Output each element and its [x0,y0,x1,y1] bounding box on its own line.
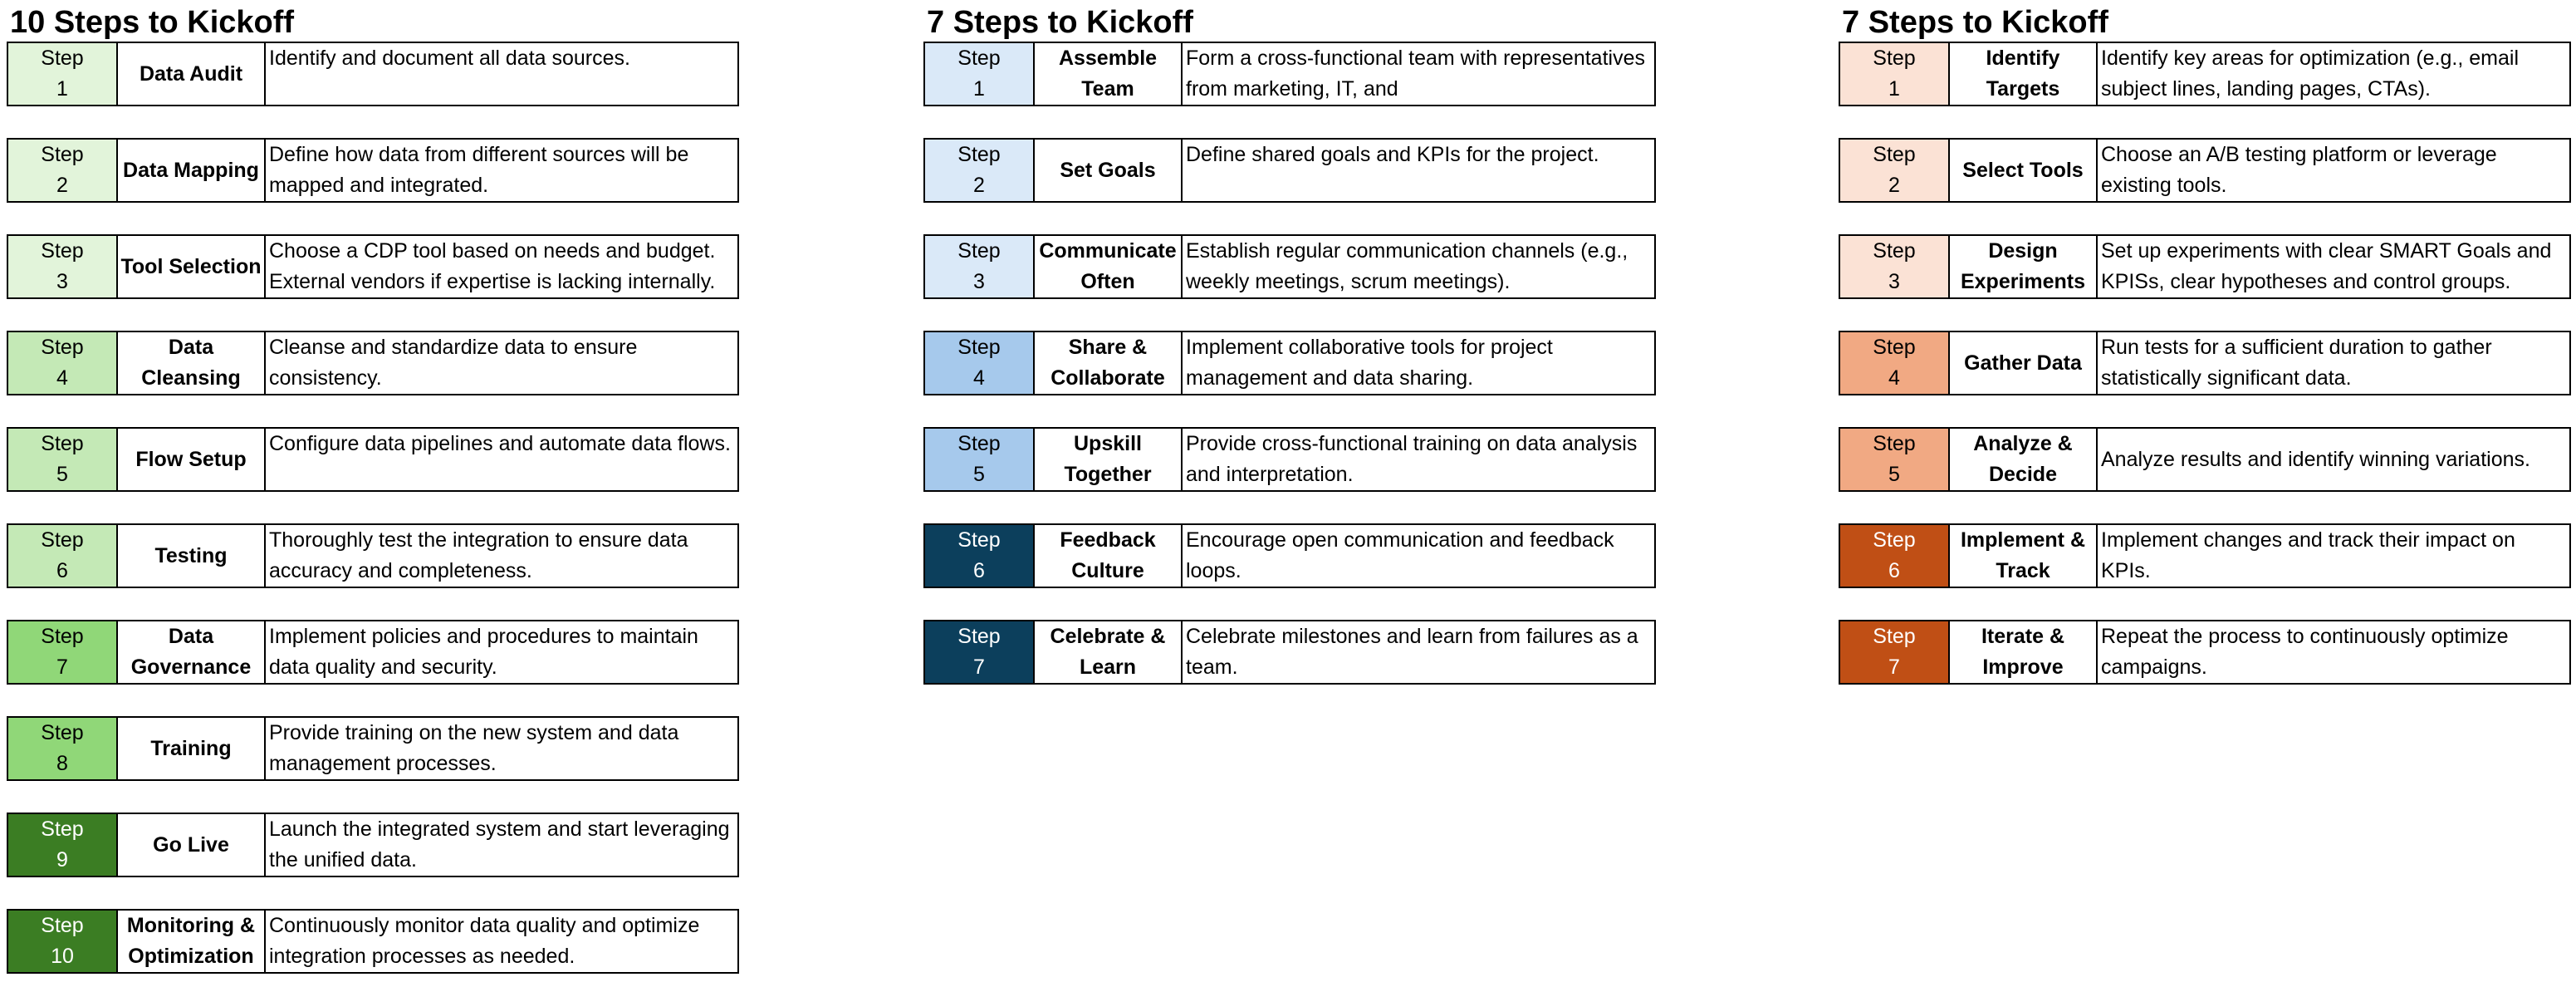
step-name: Set Goals [1060,158,1156,182]
step-name: Communicate Often [1039,239,1177,293]
step-description-cell [2098,236,2569,297]
step-name: Data Cleansing [141,336,241,390]
step-number: 7 [56,655,68,679]
step-name-cell [1035,140,1183,201]
step-row [923,427,1656,492]
step-description: Encourage open communication and feedback loops. [1186,528,1614,582]
column-title: 7 Steps to Kickoff [1842,5,2108,40]
step-row [7,620,739,685]
step-description-cell [266,140,737,201]
step-label: Step [1873,47,1916,70]
step-row [1839,234,2571,299]
step-description-cell [1183,236,1654,297]
step-description-cell [266,621,737,683]
step-number: 5 [973,463,985,486]
step-number: 1 [56,77,68,101]
step-name-cell [1950,140,2098,201]
step-name-cell [1950,43,2098,105]
step-number-cell [8,429,118,490]
step-name-cell [1035,429,1183,490]
step-number-cell [8,236,118,297]
step-number: 1 [1888,77,1900,101]
step-description-cell [2098,525,2569,587]
step-name: Iterate & Improve [1981,625,2065,679]
step-label: Step [41,528,84,552]
step-row [923,620,1656,685]
step-name: Share & Collaborate [1050,336,1165,390]
step-label: Step [957,47,1001,70]
step-number: 1 [973,77,985,101]
step-row [1839,42,2571,106]
step-row [923,234,1656,299]
step-name: Flow Setup [135,447,247,471]
step-description-cell [2098,43,2569,105]
step-number: 7 [1888,655,1900,679]
step-label: Step [1873,336,1916,359]
step-description: Define shared goals and KPIs for the project. [1186,143,1599,166]
step-name: Data Audit [139,61,243,86]
step-description-cell [266,718,737,779]
step-description: Provide training on the new system and data management processes. [269,721,679,775]
step-number-cell [8,332,118,394]
step-name: Implement & Track [1960,528,2086,582]
step-name-cell [118,621,266,683]
step-name-cell [118,814,266,876]
step-description: Define how data from different sources will be mapped and integrated. [269,143,689,197]
step-number-cell [925,332,1035,394]
step-number-cell [1840,332,1950,394]
step-name-cell [118,911,266,972]
step-label: Step [1873,432,1916,455]
step-number: 7 [973,655,985,679]
step-description: Establish regular communication channels (e.g., weekly meetings, scrum meetings). [1186,239,1628,293]
step-row [1839,138,2571,203]
step-number: 3 [973,270,985,293]
step-description: Implement changes and track their impact on KPIs. [2101,528,2515,582]
step-label: Step [41,336,84,359]
step-row [923,331,1656,395]
step-description-cell [266,236,737,297]
step-number: 5 [56,463,68,486]
step-label: Step [41,143,84,166]
step-row [7,523,739,588]
step-label: Step [957,528,1001,552]
step-description-cell [2098,429,2569,490]
step-label: Step [957,336,1001,359]
step-number-cell [1840,429,1950,490]
step-name: Training [150,736,232,760]
step-label: Step [957,239,1001,263]
column-title: 7 Steps to Kickoff [927,5,1193,40]
step-description-cell [1183,525,1654,587]
step-row [7,234,739,299]
step-description-cell [2098,621,2569,683]
step-row [7,813,739,877]
step-number-cell [925,621,1035,683]
step-description-cell [266,429,737,490]
step-label: Step [957,143,1001,166]
step-number: 6 [56,559,68,582]
step-name: Analyze & Decide [1973,432,2073,486]
step-number-cell [925,140,1035,201]
step-description-cell [266,332,737,394]
step-name: Celebrate & Learn [1050,625,1166,679]
step-description-cell [1183,621,1654,683]
step-label: Step [41,914,84,937]
step-label: Step [41,818,84,841]
step-description-cell [266,911,737,972]
step-number-cell [8,140,118,201]
step-number-cell [8,814,118,876]
step-number-cell [1840,236,1950,297]
step-number: 2 [56,174,68,197]
step-name-cell [118,429,266,490]
step-number-cell [1840,140,1950,201]
step-name-cell [118,43,266,105]
step-description-cell [2098,140,2569,201]
step-number: 10 [51,945,74,968]
step-number-cell [925,429,1035,490]
step-name-cell [118,236,266,297]
step-number-cell [925,43,1035,105]
step-number: 6 [973,559,985,582]
step-label: Step [1873,239,1916,263]
step-description-cell [1183,429,1654,490]
step-number: 4 [973,366,985,390]
step-name-cell [1950,525,2098,587]
step-name-cell [118,332,266,394]
step-description: Celebrate milestones and learn from failures as a team. [1186,625,1638,679]
step-name: Data Mapping [123,158,259,182]
step-name-cell [1035,236,1183,297]
step-label: Step [41,625,84,648]
step-number-cell [1840,621,1950,683]
step-description: Thoroughly test the integration to ensure data accuracy and completeness. [269,528,688,582]
step-description-cell [1183,332,1654,394]
step-description-cell [1183,43,1654,105]
step-name: Feedback Culture [1060,528,1156,582]
step-number-cell [925,236,1035,297]
step-description: Cleanse and standardize data to ensure consistency. [269,336,638,390]
step-number: 2 [1888,174,1900,197]
step-number: 3 [1888,270,1900,293]
step-name: Gather Data [1964,351,2082,375]
step-description: Analyze results and identify winning variations. [2101,447,2530,471]
column-title: 10 Steps to Kickoff [10,5,295,40]
step-name-cell [1950,236,2098,297]
step-label: Step [1873,528,1916,552]
step-description-cell [266,43,737,105]
step-number-cell [8,525,118,587]
step-name-cell [1035,43,1183,105]
step-number: 4 [1888,366,1900,390]
step-name: Upskill Together [1064,432,1152,486]
step-number: 3 [56,270,68,293]
step-label: Step [41,239,84,263]
step-name-cell [1035,621,1183,683]
step-label: Step [41,721,84,744]
step-description-cell [1183,140,1654,201]
step-row [923,138,1656,203]
step-description: Choose a CDP tool based on needs and budget. External vendors if expertise is lacking internally. [269,239,716,293]
step-description: Choose an A/B testing platform or leverage existing tools. [2101,143,2497,197]
step-row [923,42,1656,106]
step-description-cell [266,814,737,876]
step-description-cell [266,525,737,587]
step-description: Provide cross-functional training on data analysis and interpretation. [1186,432,1638,486]
step-number-cell [8,43,118,105]
step-row [7,427,739,492]
step-description: Repeat the process to continuously optimize campaigns. [2101,625,2509,679]
step-row [1839,620,2571,685]
step-name-cell [118,525,266,587]
step-number-cell [8,718,118,779]
step-number: 5 [1888,463,1900,486]
step-description: Implement collaborative tools for project management and data sharing. [1186,336,1553,390]
step-name: Identify Targets [1986,47,2060,101]
step-row [923,523,1656,588]
step-label: Step [41,432,84,455]
step-name-cell [1035,525,1183,587]
step-name: Assemble Team [1058,47,1158,101]
step-number-cell [8,911,118,972]
step-description: Set up experiments with clear SMART Goals and KPISs, clear hypotheses and control groups. [2101,239,2552,293]
step-number-cell [925,525,1035,587]
step-name: Select Tools [1962,158,2084,182]
step-row [1839,523,2571,588]
step-description: Implement policies and procedures to maintain data quality and security. [269,625,698,679]
step-number: 2 [973,174,985,197]
step-row [7,138,739,203]
step-name-cell [118,718,266,779]
step-label: Step [957,432,1001,455]
step-number-cell [8,621,118,683]
step-number: 9 [56,848,68,872]
step-name-cell [118,140,266,201]
step-name: Data Governance [130,625,252,679]
step-description: Run tests for a sufficient duration to gather statistically significant data. [2101,336,2492,390]
step-number-cell [1840,525,1950,587]
step-row [7,42,739,106]
step-description-cell [2098,332,2569,394]
step-number-cell [1840,43,1950,105]
step-name: Tool Selection [120,254,262,278]
step-description: Identify key areas for optimization (e.g., email subject lines, landing pages, CTAs). [2101,47,2520,101]
step-name-cell [1950,332,2098,394]
step-row [1839,427,2571,492]
step-description: Continuously monitor data quality and optimize integration processes as needed. [269,914,700,968]
step-label: Step [1873,143,1916,166]
step-description: Configure data pipelines and automate data flows. [269,432,731,455]
step-description: Launch the integrated system and start leveraging the unified data. [269,818,730,872]
step-name: Testing [154,543,228,567]
step-row [7,716,739,781]
step-row [1839,331,2571,395]
step-description: Form a cross-functional team with representatives from marketing, IT, and [1186,47,1645,101]
step-name: Go Live [153,832,229,857]
step-label: Step [1873,625,1916,648]
step-name: Design Experiments [1960,239,2086,293]
step-description: Identify and document all data sources. [269,47,630,70]
step-label: Step [41,47,84,70]
step-row [7,331,739,395]
step-number: 6 [1888,559,1900,582]
step-name: Monitoring & Optimization [126,914,256,968]
step-label: Step [957,625,1001,648]
step-row [7,909,739,974]
step-name-cell [1035,332,1183,394]
step-name-cell [1950,429,2098,490]
step-number: 8 [56,752,68,775]
step-name-cell [1950,621,2098,683]
step-number: 4 [56,366,68,390]
